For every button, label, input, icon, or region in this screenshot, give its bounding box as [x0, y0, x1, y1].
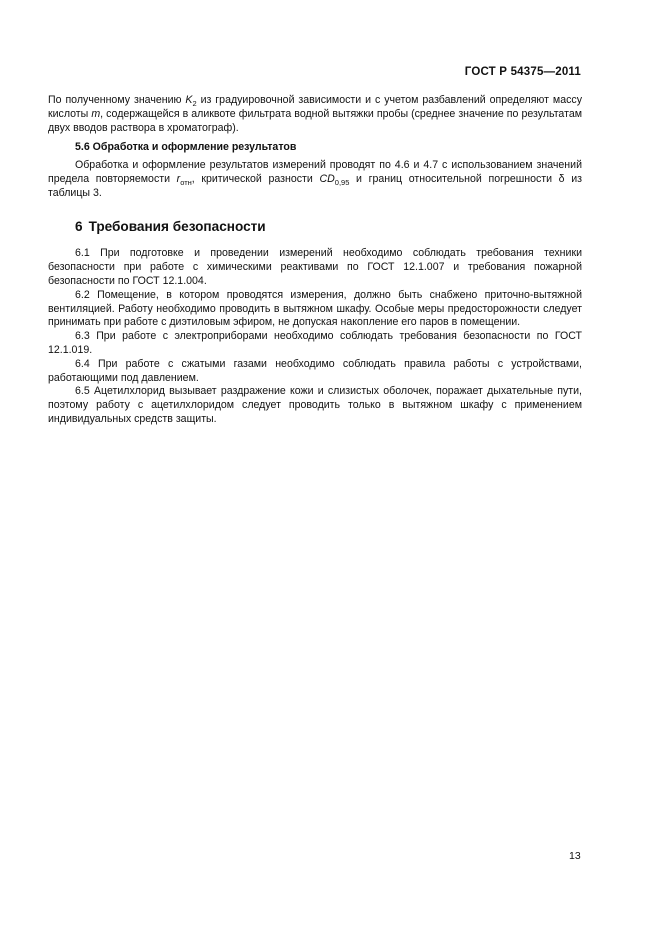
section-5-6-text-a: Обработка и оформление результатов измерений проводят по 4.6 и 4.7 с использованием значений предела повторяемости [48, 159, 582, 185]
symbol-k: K [185, 94, 193, 106]
intro-text-b: из градуировочной зависимости и с учетом разбавлений определяют массу кислоты [48, 94, 582, 120]
section-5-6-paragraph [48, 159, 582, 200]
symbol-r: r [176, 172, 181, 185]
intro-text-c: , содержащейся в аликвоте фильтрата водной вытяжки пробы (среднее значение по результатам двух вводов раствора в хроматограф). [48, 107, 582, 134]
section-5-6-text-b: , критической разности [191, 172, 320, 185]
symbol-m: m [91, 107, 101, 120]
section-5-6-heading: 5.6 Обработка и оформление результатов [75, 141, 297, 154]
paragraph-6-3: 6.3 При работе с электроприборами необходимо соблюдать требования безопасности по ГОСТ 12.1.019. [48, 330, 582, 356]
paragraph-6-1: 6.1 При подготовке и проведении измерений необходимо соблюдать требования техники безопасности при работе с химическими реактивами по ГОСТ 12.1.007 и требования пожарной безопасности по ГОСТ 12.1.004. [48, 247, 582, 287]
paragraph-6-4: 6.4 При работе с сжатыми газами необходимо соблюдать правила работы с устройствами, работающими под давлением. [48, 357, 582, 384]
section-5-6-text-c: и границ относительной погрешности δ из таблицы 3. [48, 172, 582, 199]
intro-text-a: По полученному значению [48, 94, 186, 106]
symbol-r-subscript: отн [180, 178, 192, 188]
symbol-cd: CD [319, 172, 335, 185]
standard-code-header: ГОСТ Р 54375—2011 [464, 66, 581, 78]
section-6-heading [75, 220, 582, 234]
symbol-cd-subscript: 0,95 [334, 178, 350, 188]
intro-paragraph [48, 94, 582, 135]
page-content [48, 94, 582, 427]
page-number: 13 [569, 850, 581, 862]
symbol-k-subscript: 2 [192, 99, 197, 109]
section-6-number: 6 [75, 218, 83, 234]
section-6-title: Требования безопасности [88, 218, 266, 234]
paragraph-6-5: 6.5 Ацетилхлорид вызывает раздражение кожи и слизистых оболочек, поражает дыхательные пути, поэтому работу с ацетилхлоридом следует проводить только в вытяжном шкафу с применением индивидуальных средств защиты. [48, 385, 582, 425]
paragraph-6-2: 6.2 Помещение, в котором проводятся измерения, должно быть снабжено приточно-вытяжной вентиляцией. Работу необходимо проводить в вытяжном шкафу. Особые меры предосторожности следует принимать при работе с диэтиловым эфиром, не допуская накопление его паров в помещении. [48, 288, 582, 329]
